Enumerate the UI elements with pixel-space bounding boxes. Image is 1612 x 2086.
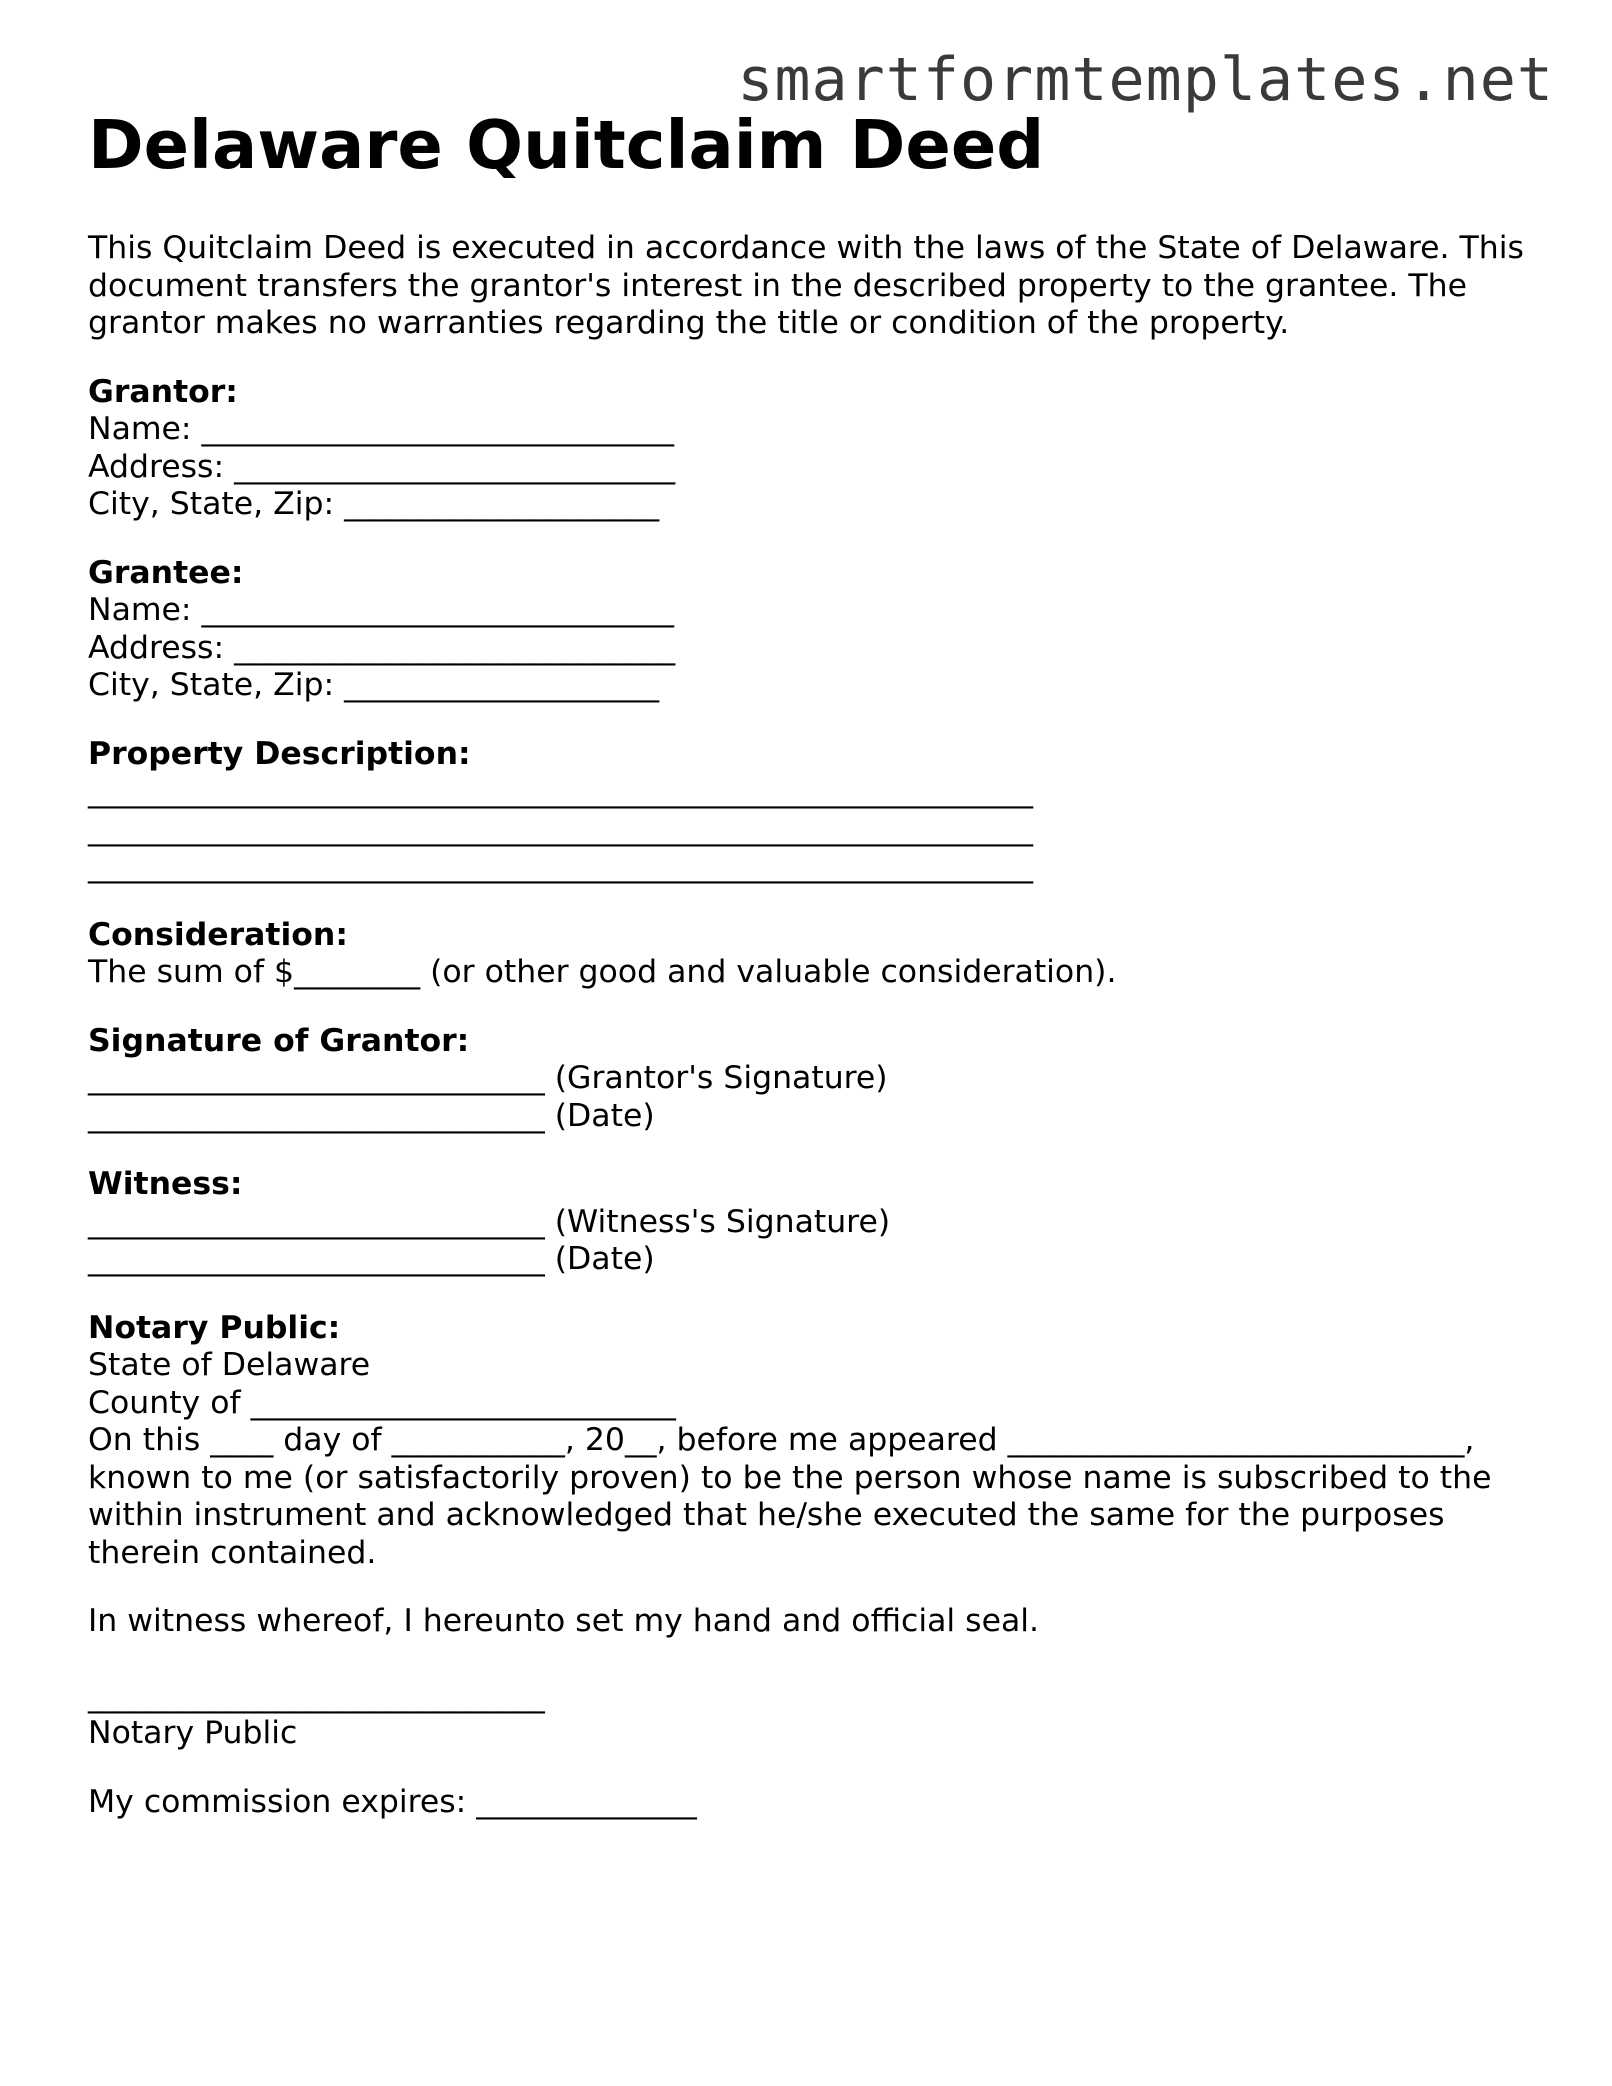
intro-section (88, 230, 1528, 343)
notary-witness-clause: In witness whereof, I hereunto set my hand and official seal. (88, 1603, 1040, 1639)
grantor-city-field[interactable]: City, State, Zip: ____________________ (88, 486, 660, 522)
consideration-section (88, 917, 1528, 992)
notary-county-field[interactable]: County of ___________________________ (88, 1384, 676, 1421)
grantee-address-field[interactable]: Address: ____________________________ (88, 629, 676, 666)
grantor-signature-heading: Signature of Grantor: (88, 1022, 470, 1059)
property-heading: Property Description: (88, 735, 471, 772)
grantor-date-line[interactable]: _____________________________ (Date) (88, 1097, 655, 1134)
notary-signature-label: Notary Public (88, 1715, 298, 1751)
property-section (88, 736, 1528, 886)
witness-signature-line[interactable]: _____________________________ (Witness's Signature) (88, 1203, 891, 1240)
commission-section (88, 1784, 1528, 1822)
grantee-heading: Grantee: (88, 554, 244, 591)
witness-clause-section (88, 1603, 1528, 1641)
grantee-city-field[interactable]: City, State, Zip: ____________________ (88, 667, 660, 703)
notary-appearance-line[interactable]: On this ____ day of ___________, 20__, before me appeared _____________________________, (88, 1422, 1475, 1458)
grantor-heading: Grantor: (88, 373, 238, 410)
notary-acknowledgment: known to me (or satisfactorily proven) to be the person whose name is subscribed to the within instrument and acknowledged that he/she executed the same for the purposes therein contained. (88, 1459, 1492, 1571)
grantee-name-field[interactable]: Name: ______________________________ (88, 592, 675, 628)
consideration-amount-field[interactable]: The sum of $________ (or other good and valuable consideration). (88, 954, 1117, 990)
site-watermark: smartformtemplates.net (737, 45, 1554, 115)
intro-paragraph: This Quitclaim Deed is executed in accordance with the laws of the State of Delaware. This document transfers the grantor's interest in the described property to the grantee. The grantor makes no warranties regarding the title or condition of the property. (88, 230, 1524, 341)
grantor-name-field[interactable]: Name: ______________________________ (88, 411, 675, 447)
grantor-address-field[interactable]: Address: ____________________________ (88, 448, 676, 485)
notary-heading: Notary Public: (88, 1309, 341, 1346)
document-body (88, 230, 1528, 1852)
notary-signature-section (88, 1678, 1528, 1753)
grantor-signature-line[interactable]: _____________________________ (Grantor's Signature) (88, 1060, 888, 1096)
property-line[interactable]: ____________________________________________________________ (88, 848, 1033, 884)
witness-date-line[interactable]: _____________________________ (Date) (88, 1241, 655, 1277)
notary-state: State of Delaware (88, 1347, 371, 1383)
notary-commission-field[interactable]: My commission expires: ______________ (88, 1783, 697, 1820)
grantor-section (88, 374, 1528, 524)
witness-section (88, 1166, 1528, 1279)
grantee-section (88, 555, 1528, 705)
property-line[interactable]: ____________________________________________________________ (88, 773, 1033, 809)
consideration-heading: Consideration: (88, 916, 348, 953)
property-line[interactable]: ____________________________________________________________ (88, 810, 1033, 847)
witness-heading: Witness: (88, 1166, 243, 1202)
notary-signature-line[interactable]: _____________________________ (88, 1677, 545, 1714)
notary-section (88, 1310, 1528, 1573)
grantor-signature-section (88, 1023, 1528, 1136)
document-title: Delaware Quitclaim Deed (88, 106, 1045, 184)
